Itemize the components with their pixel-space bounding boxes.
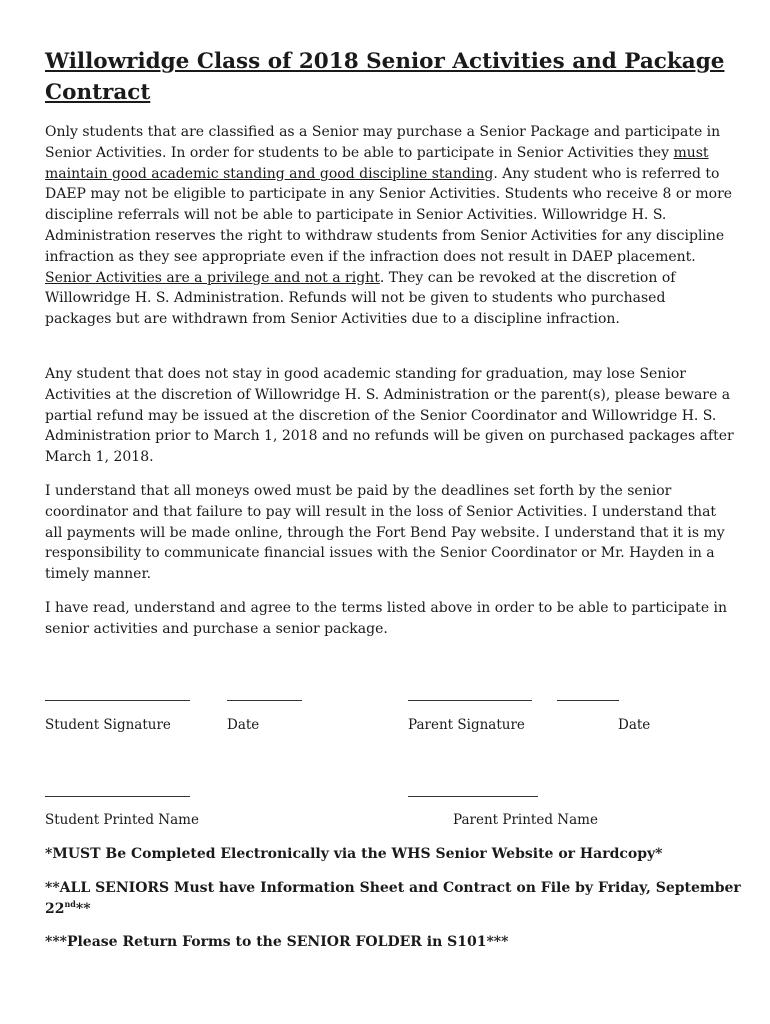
- parent-date-label: Date: [618, 717, 651, 733]
- student-signature-label: Student Signature: [45, 717, 171, 733]
- eligibility-text-2: . Any student who is referred to DAEP may not be eligible to participate in any Senior Activities. Students who receive 8 or more discipline referrals will not be able to participate in Senior Activities. Willowridge H. S. Administration reserves the right to withdraw students from Senior Activities for any discipline infraction as they see appropriate even if the infraction does not result in DAEP placement.: [45, 165, 733, 265]
- parent-signature-line[interactable]: [408, 700, 532, 701]
- agreement-paragraph: I have read, understand and agree to the terms listed above in order to be able to participate in senior activities and purchase a senior package.: [45, 600, 728, 637]
- student-printed-name-line[interactable]: [45, 796, 190, 797]
- parent-date-line[interactable]: [557, 700, 619, 701]
- student-signature-line[interactable]: [45, 700, 190, 701]
- completion-note: *MUST Be Completed Electronically via the WHS Senior Website or Hardcopy*: [45, 846, 663, 862]
- eligibility-text-1: Only students that are classified as a Senior may purchase a Senior Package and participate in Senior Activities. In order for students to be able to participate in Senior Activities they: [45, 124, 721, 161]
- return-forms-note: ***Please Return Forms to the SENIOR FOLDER in S101***: [45, 934, 509, 950]
- page-title: Willowridge Class of 2018 Senior Activities and Package Contract: [45, 49, 725, 105]
- payment-paragraph: I understand that all moneys owed must be paid by the deadlines set forth by the senior coordinator and that failure to pay will result in the loss of Senior Activities. I understand that all payments will be made online, through the Fort Bend Pay website. I understand that it is my responsibility to communicate financial issues with the Senior Coordinator or Mr. Hayden in a timely manner.: [45, 483, 725, 583]
- student-date-line[interactable]: [227, 700, 302, 701]
- eligibility-text-3: . They can be revoked at the discretion of Willowridge H. S. Administration. Refunds will not be given to students who purchased packages but are withdrawn from Senior Activities due to a discipline infraction.: [45, 269, 676, 328]
- standing-requirement-underlined: must maintain good academic standing and good discipline standing: [45, 144, 709, 182]
- parent-printed-name-line[interactable]: [408, 796, 538, 797]
- deadline-note: [45, 878, 745, 920]
- privilege-statement-underlined: Senior Activities are a privilege and not a right: [45, 269, 380, 286]
- deadline-note-text: **ALL SENIORS Must have Information Sheet and Contract on File by Friday, September 22: [45, 880, 741, 917]
- deadline-note-stars: **: [75, 900, 91, 917]
- academic-standing-paragraph: Any student that does not stay in good academic standing for graduation, may lose Senior Activities at the discretion of Willowridge H. S. Administration or the parent(s), please beware a partial refund may be issued at the discretion of the Senior Coordinator and Willowridge H. S. Administration prior to March 1, 2018 and no refunds will be given on purchased packages after March 1, 2018.: [45, 366, 734, 466]
- parent-signature-label: Parent Signature: [408, 717, 525, 733]
- student-date-label: Date: [227, 717, 260, 733]
- deadline-note-ordinal: nd: [64, 898, 76, 909]
- eligibility-paragraph: [45, 122, 735, 330]
- parent-printed-name-label: Parent Printed Name: [453, 812, 598, 828]
- student-printed-name-label: Student Printed Name: [45, 812, 199, 828]
